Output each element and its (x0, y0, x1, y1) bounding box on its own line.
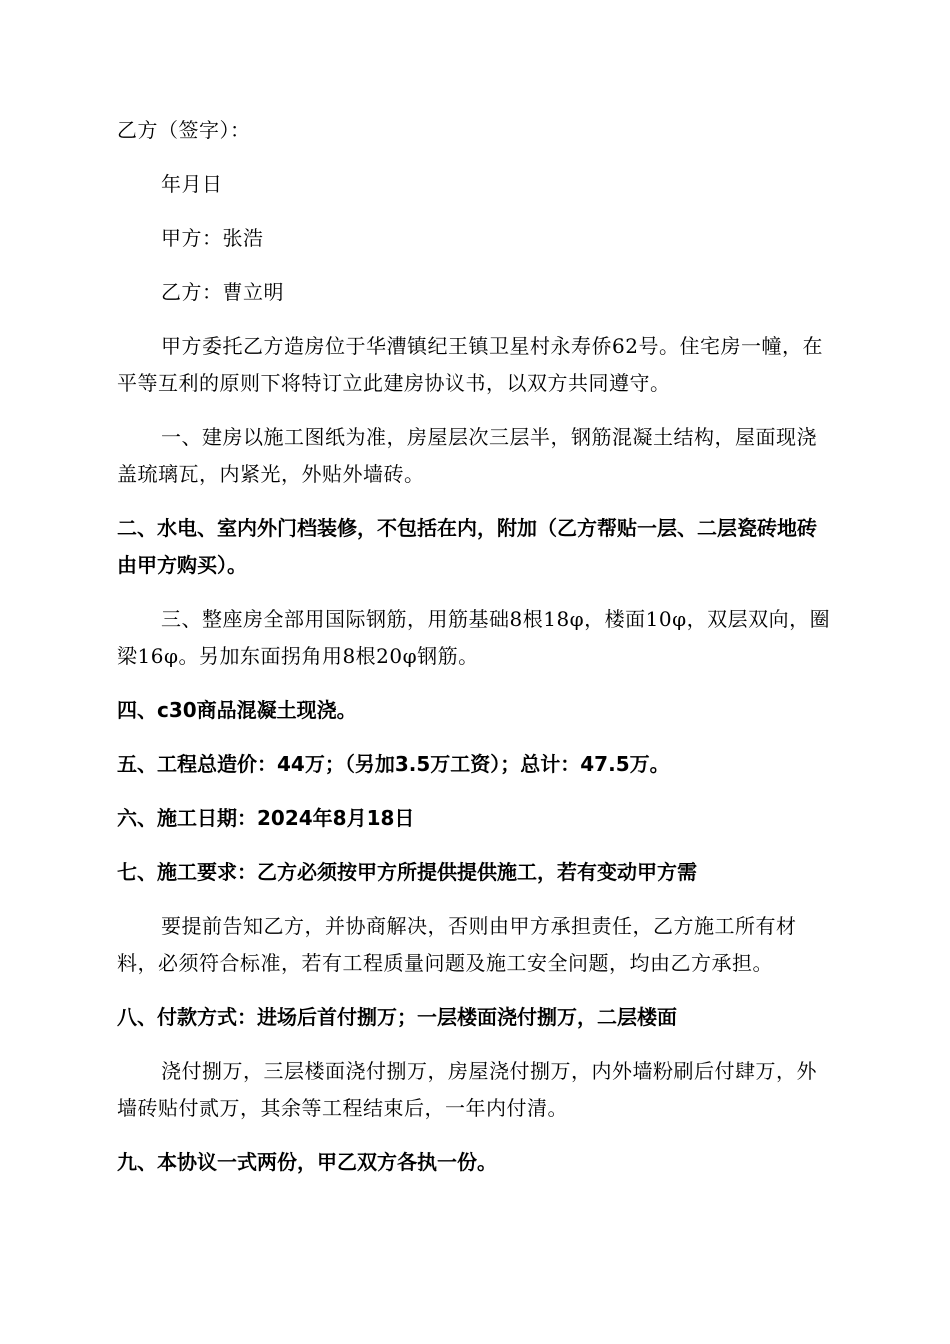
intro-paragraph: 甲方委托乙方造房位于华漕镇纪王镇卫星村永寿侨62号。住宅房一幢，在平等互利的原则下将特订立此建房协议书，以双方共同遵守。 (117, 334, 823, 395)
date-line: 年月日 (161, 172, 223, 196)
clause-8-heading: 八、付款方式：进场后首付捌万；一层楼面浇付捌万，二层楼面 (117, 1005, 677, 1029)
party-a-line: 甲方：张浩 (161, 226, 264, 250)
clause-5: 五、工程总造价：44万；（另加3.5万工资）；总计：47.5万。 (117, 752, 670, 776)
clause-1: 一、建房以施工图纸为准，房屋层次三层半，钢筋混凝土结构，屋面现浇盖琉璃瓦，内紧光，外贴外墙砖。 (117, 425, 817, 486)
clause-6: 六、施工日期：2024年8月18日 (117, 806, 415, 830)
party-b-signature-line: 乙方（签字）： (117, 118, 251, 142)
clause-7-heading: 七、施工要求：乙方必须按甲方所提供提供施工，若有变动甲方需 (117, 860, 697, 884)
clause-4: 四、c30商品混凝土现浇。 (117, 698, 357, 722)
party-b-line: 乙方：曹立明 (161, 280, 284, 304)
clause-7-body: 要提前告知乙方，并协商解决，否则由甲方承担责任，乙方施工所有材料，必须符合标准，若有工程质量问题及施工安全问题，均由乙方承担。 (117, 914, 797, 975)
clause-9: 九、本协议一式两份，甲乙双方各执一份。 (117, 1150, 497, 1174)
clause-8-body: 浇付捌万，三层楼面浇付捌万，房屋浇付捌万，内外墙粉刷后付肆万，外墙砖贴付贰万，其余等工程结束后，一年内付清。 (117, 1059, 817, 1120)
clause-2: 二、水电、室内外门档装修，不包括在内，附加（乙方帮贴一层、二层瓷砖地砖由甲方购买）。 (117, 516, 817, 577)
document-body (117, 112, 833, 1198)
clause-3: 三、整座房全部用国际钢筋，用筋基础8根18φ，楼面10φ，双层双向，圈梁16φ。另加东面拐角用8根20φ钢筋。 (117, 607, 831, 668)
